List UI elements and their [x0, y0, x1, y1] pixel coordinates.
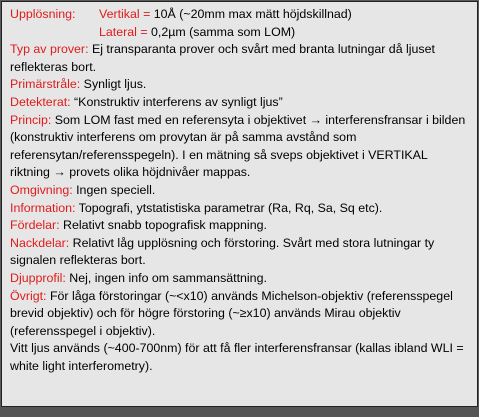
section-text: Som LOM fast med en referensyta i objektivet → interferensfransar i bilden (konstruktiv interferens om provytan är på samma avstånd som referensytan/referensspegeln). I en mätning så sveps objektivet i VERTIKAL riktning → provets olika höjdnivåer mappas.	[10, 112, 466, 180]
resolution-lateral-row	[10, 24, 468, 42]
section-text: För låga förstoringar (~<x10) används Michelson-objektiv (referensspegel brevid objektiv) och för högre förstoring (~≥x10) används Mirau objektiv (referensspegel i objektiv).	[10, 288, 453, 338]
section-text: Ingen speciell.	[72, 182, 156, 197]
section-primary-beam	[10, 76, 468, 94]
section-text: Ej transparanta prover och svårt med branta lutningar då ljuset reflekteras bort.	[10, 42, 435, 74]
section-other	[10, 288, 468, 341]
section-text: Synligt ljus.	[80, 77, 147, 92]
section-text: Nej, ingen info om sammansättning.	[65, 270, 267, 285]
section-advantages	[10, 217, 468, 235]
lateral-value: 0,2µm (samma som LOM)	[151, 24, 296, 39]
resolution-vertical-row	[10, 6, 468, 24]
section-label: Primärstråle:	[10, 77, 81, 92]
section-text: Topografi, ytstatistiska parametrar (Ra, Rq, Sa, Sq etc).	[75, 200, 383, 215]
section-detected	[10, 94, 468, 112]
section-label: Övrigt:	[10, 288, 47, 303]
section-label: Nackdelar:	[10, 235, 70, 250]
section-disadvantages	[10, 235, 468, 270]
section-text: “Konstruktiv interferens av synligt ljus”	[70, 94, 283, 109]
vertical-key: Vertikal =	[99, 7, 154, 21]
section-environment	[10, 182, 468, 200]
section-sample-type	[10, 41, 468, 76]
section-text: Relativt snabb topografisk mappning.	[59, 218, 267, 233]
footer-note: Vitt ljus används (~400-700nm) för att få fler interferensfransar (kallas ibland WLI = white light interferometry).	[10, 341, 464, 373]
resolution-label: Upplösning:	[10, 7, 76, 21]
section-label: Princip:	[10, 112, 52, 127]
backdrop-shadow	[0, 407, 479, 417]
section-label: Omgivning:	[10, 182, 73, 197]
section-label: Djupprofil:	[10, 270, 66, 285]
section-information	[10, 200, 468, 218]
vertical-value: 10Å (~20mm max mätt höjdskillnad)	[153, 7, 352, 21]
info-panel	[1, 1, 478, 407]
section-depth-profile	[10, 270, 468, 288]
section-label: Fördelar:	[10, 218, 60, 233]
section-principle	[10, 112, 468, 182]
section-label: Information:	[10, 200, 76, 215]
lateral-key: Lateral =	[99, 24, 152, 39]
section-text: Relativt låg upplösning och förstoring. Svårt med stora lutningar ty signalen reflekteras bort.	[10, 235, 435, 268]
resolution-vertical	[99, 6, 468, 24]
section-label: Typ av prover:	[10, 42, 89, 57]
section-label: Detekterat:	[10, 94, 71, 109]
